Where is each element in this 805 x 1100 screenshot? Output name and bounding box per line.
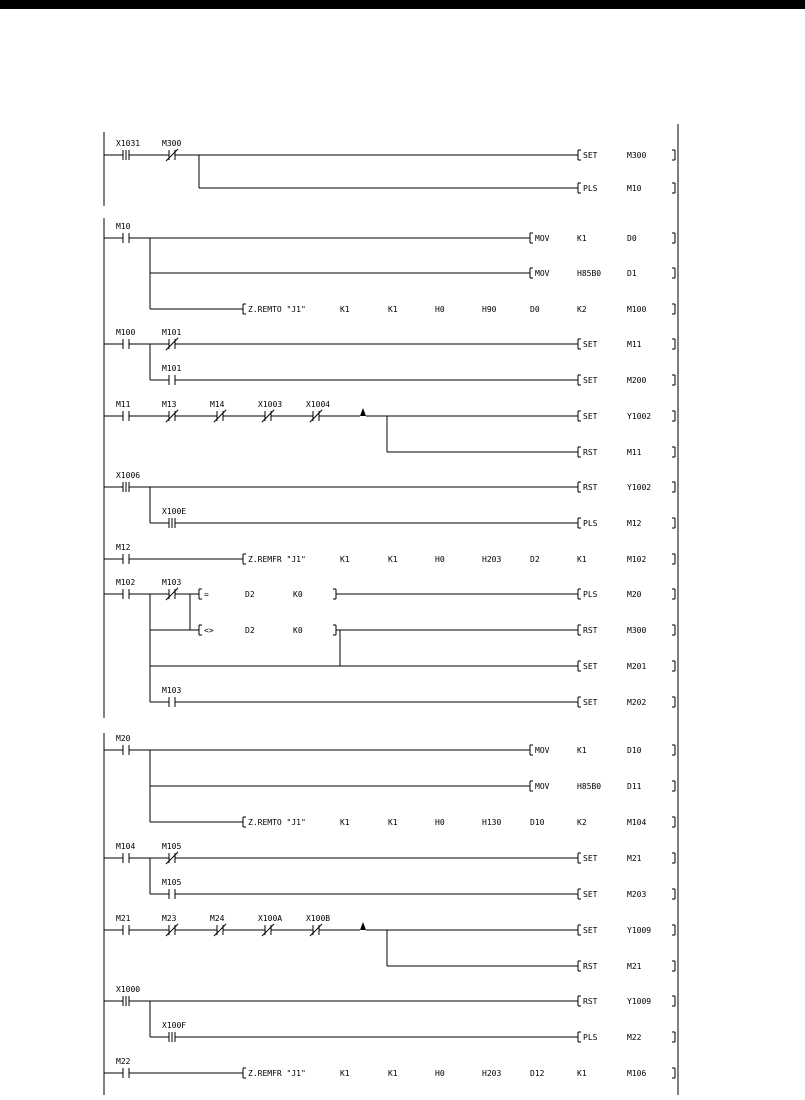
instruction-operand: M203 [627, 890, 647, 899]
instruction-name: MOV [535, 782, 550, 791]
instruction-operand: H203 [482, 555, 502, 564]
instruction-name: PLS [583, 590, 598, 599]
instruction [578, 183, 675, 193]
contact-label: M105 [162, 878, 182, 887]
rung-row [104, 734, 675, 755]
instruction-name: SET [583, 662, 598, 671]
rung-row [150, 878, 675, 899]
instruction [578, 589, 675, 599]
instruction-operand: H0 [435, 305, 445, 314]
rung [104, 471, 675, 528]
compare-operator: <> [204, 626, 214, 635]
contact-label: X100B [306, 914, 331, 923]
instruction-operand: K1 [340, 555, 350, 564]
instruction-operand: M11 [627, 340, 642, 349]
instruction-operand: K1 [340, 818, 350, 827]
instruction-operand: K1 [577, 746, 587, 755]
contact [162, 139, 181, 161]
instruction-operand: K1 [577, 1069, 587, 1078]
compare-block [199, 589, 336, 599]
contact-label: X1006 [116, 471, 141, 480]
contact-label: M23 [162, 914, 177, 923]
rung-row [104, 222, 675, 243]
instruction [578, 150, 675, 160]
instruction-operand: K2 [577, 305, 587, 314]
compare-operand: D2 [245, 590, 255, 599]
contact [116, 734, 131, 755]
rung-row [150, 268, 675, 278]
compare-operand: K0 [293, 626, 303, 635]
contact [116, 1057, 131, 1078]
contact-label: M20 [116, 734, 131, 743]
contact [162, 914, 178, 936]
instruction-operand: H203 [482, 1069, 502, 1078]
instruction-operand: Y1009 [627, 997, 652, 1006]
instruction-operand: H0 [435, 555, 445, 564]
contact-label: X1031 [116, 139, 141, 148]
instruction-operand: Y1009 [627, 926, 652, 935]
instruction [243, 554, 675, 564]
rising-edge-icon [360, 408, 366, 416]
instruction [578, 518, 675, 528]
contact [162, 842, 181, 864]
instruction-operand: H0 [435, 1069, 445, 1078]
contact [116, 222, 131, 243]
rung-row [150, 304, 675, 314]
contact-label: M14 [210, 400, 225, 409]
instruction-operand: D1 [627, 269, 637, 278]
instruction [578, 1032, 675, 1042]
instruction [578, 925, 675, 935]
contact [210, 400, 226, 422]
contact-label: X1003 [258, 400, 283, 409]
instruction [578, 853, 675, 863]
instruction [578, 447, 675, 457]
contact [116, 985, 140, 1006]
instruction-operand: M106 [627, 1069, 647, 1078]
instruction-name: Z.REMFR "J1" [248, 1069, 306, 1078]
instruction-operand: M200 [627, 376, 647, 385]
contact-label: M12 [116, 543, 131, 552]
contact-label: X100F [162, 1021, 187, 1030]
instruction [578, 411, 675, 421]
contact [116, 400, 131, 421]
contact-label: M300 [162, 139, 182, 148]
instruction [578, 996, 675, 1006]
contact-label: M104 [116, 842, 136, 851]
instruction-name: SET [583, 698, 598, 707]
rung-row [104, 842, 675, 864]
instruction-operand: Y1002 [627, 483, 652, 492]
instruction-name: MOV [535, 746, 550, 755]
contact-label: M10 [116, 222, 131, 231]
instruction-name: PLS [583, 519, 598, 528]
rung-row [104, 1057, 675, 1078]
contact [162, 328, 181, 350]
contact-label: M100 [116, 328, 136, 337]
contact [162, 507, 186, 528]
instruction-name: RST [583, 997, 598, 1006]
contact [162, 364, 181, 385]
contact [306, 914, 330, 936]
instruction-name: SET [583, 412, 598, 421]
contact-label: M11 [116, 400, 131, 409]
instruction-operand: K1 [577, 555, 587, 564]
contact-label: M13 [162, 400, 177, 409]
instruction-operand: D12 [530, 1069, 545, 1078]
contact [162, 686, 181, 707]
contact [116, 139, 140, 160]
instruction-operand: M21 [627, 962, 642, 971]
instruction-name: MOV [535, 234, 550, 243]
instruction-operand: D2 [530, 555, 540, 564]
rung-row [199, 183, 675, 193]
rung-row [150, 364, 675, 385]
rung-row [104, 139, 675, 161]
contact-label: M101 [162, 328, 182, 337]
instruction-operand: D10 [530, 818, 545, 827]
instruction-operand: M12 [627, 519, 642, 528]
instruction-name: RST [583, 962, 598, 971]
instruction-operand: M104 [627, 818, 647, 827]
compare-block [199, 625, 336, 635]
contact [162, 400, 178, 422]
instruction [578, 889, 675, 899]
instruction-name: Z.REMFR "J1" [248, 555, 306, 564]
instruction [243, 817, 675, 827]
rung [104, 543, 675, 564]
instruction-name: Z.REMTO "J1" [248, 818, 306, 827]
rung-row [104, 543, 675, 564]
instruction-operand: D10 [627, 746, 642, 755]
contact-label: X1000 [116, 985, 141, 994]
rung [104, 139, 675, 193]
rung-row [104, 985, 675, 1006]
instruction-name: Z.REMTO "J1" [248, 305, 306, 314]
instruction-name: PLS [583, 1033, 598, 1042]
rung-row [150, 781, 675, 791]
instruction-operand: M20 [627, 590, 642, 599]
instruction-name: SET [583, 890, 598, 899]
instruction-operand: Y1002 [627, 412, 652, 421]
instruction-name: SET [583, 376, 598, 385]
contact [162, 578, 181, 600]
rung [104, 400, 675, 457]
instruction [578, 375, 675, 385]
instruction [530, 268, 675, 278]
instruction-operand: D0 [627, 234, 637, 243]
instruction [243, 1068, 675, 1078]
contact [162, 1021, 186, 1042]
instruction-operand: H85B0 [577, 782, 602, 791]
rung-row [104, 328, 675, 350]
rung-row [150, 1021, 675, 1042]
instruction-operand: D11 [627, 782, 642, 791]
instruction-operand: H85B0 [577, 269, 602, 278]
instruction [578, 339, 675, 349]
instruction [578, 661, 675, 671]
instruction-name: SET [583, 151, 598, 160]
instruction-operand: K1 [388, 305, 398, 314]
instruction-operand: H130 [482, 818, 502, 827]
instruction-operand: K1 [388, 818, 398, 827]
instruction-operand: M21 [627, 854, 642, 863]
rung-row [150, 686, 675, 707]
contact-label: M24 [210, 914, 225, 923]
instruction [578, 482, 675, 492]
compare-operand: D2 [245, 626, 255, 635]
instruction-operand: H0 [435, 818, 445, 827]
contact-label: M101 [162, 364, 182, 373]
instruction-operand: K1 [577, 234, 587, 243]
instruction-operand: K1 [388, 555, 398, 564]
contact [116, 471, 140, 492]
instruction-name: PLS [583, 184, 598, 193]
instruction [243, 304, 675, 314]
instruction [530, 781, 675, 791]
contact [258, 400, 282, 422]
rung [104, 985, 675, 1042]
instruction [578, 697, 675, 707]
rung [104, 1057, 675, 1078]
rising-edge-icon [360, 922, 366, 930]
instruction [578, 961, 675, 971]
contact-label: X100E [162, 507, 187, 516]
rung [104, 842, 675, 899]
contact [116, 328, 135, 349]
compare-operand: K0 [293, 590, 303, 599]
instruction-name: RST [583, 448, 598, 457]
rung-row [150, 507, 675, 528]
contact-label: M103 [162, 578, 182, 587]
instruction-operand: K1 [388, 1069, 398, 1078]
instruction-operand: M300 [627, 626, 647, 635]
contact [210, 914, 226, 936]
rung [104, 222, 675, 314]
compare-operator: = [204, 590, 209, 599]
instruction-operand: D0 [530, 305, 540, 314]
rung [104, 578, 675, 707]
instruction-operand: H90 [482, 305, 497, 314]
contact [116, 842, 135, 863]
instruction-name: SET [583, 854, 598, 863]
rung-row [104, 914, 675, 936]
instruction-operand: M11 [627, 448, 642, 457]
rung-row [150, 817, 675, 827]
instruction-operand: K1 [340, 1069, 350, 1078]
rung [104, 328, 675, 385]
rung [104, 734, 675, 827]
contact-label: M22 [116, 1057, 131, 1066]
instruction-operand: M22 [627, 1033, 642, 1042]
contact [306, 400, 330, 422]
rung-row [104, 471, 675, 492]
instruction [530, 745, 675, 755]
contact-label: M21 [116, 914, 131, 923]
instruction-operand: K2 [577, 818, 587, 827]
instruction-operand: M201 [627, 662, 647, 671]
contact [162, 878, 181, 899]
contact-label: X100A [258, 914, 283, 923]
instruction-name: MOV [535, 269, 550, 278]
instruction [578, 625, 675, 635]
instruction-operand: M202 [627, 698, 647, 707]
contact-label: M102 [116, 578, 136, 587]
instruction-name: RST [583, 483, 598, 492]
instruction-name: RST [583, 626, 598, 635]
instruction-name: SET [583, 926, 598, 935]
instruction-operand: M102 [627, 555, 647, 564]
instruction-operand: M300 [627, 151, 647, 160]
contact [116, 914, 131, 935]
instruction [530, 233, 675, 243]
instruction-name: SET [583, 340, 598, 349]
contact-label: M103 [162, 686, 182, 695]
contact [116, 543, 131, 564]
rung-row [150, 625, 675, 635]
rung-row [387, 447, 675, 457]
contact [116, 578, 135, 599]
instruction-operand: M100 [627, 305, 647, 314]
rung [104, 914, 675, 971]
rung-row [104, 400, 675, 422]
rung-row [387, 961, 675, 971]
contact [258, 914, 282, 936]
contact-label: X1004 [306, 400, 331, 409]
instruction-operand: K1 [340, 305, 350, 314]
instruction-operand: M10 [627, 184, 642, 193]
contact-label: M105 [162, 842, 182, 851]
